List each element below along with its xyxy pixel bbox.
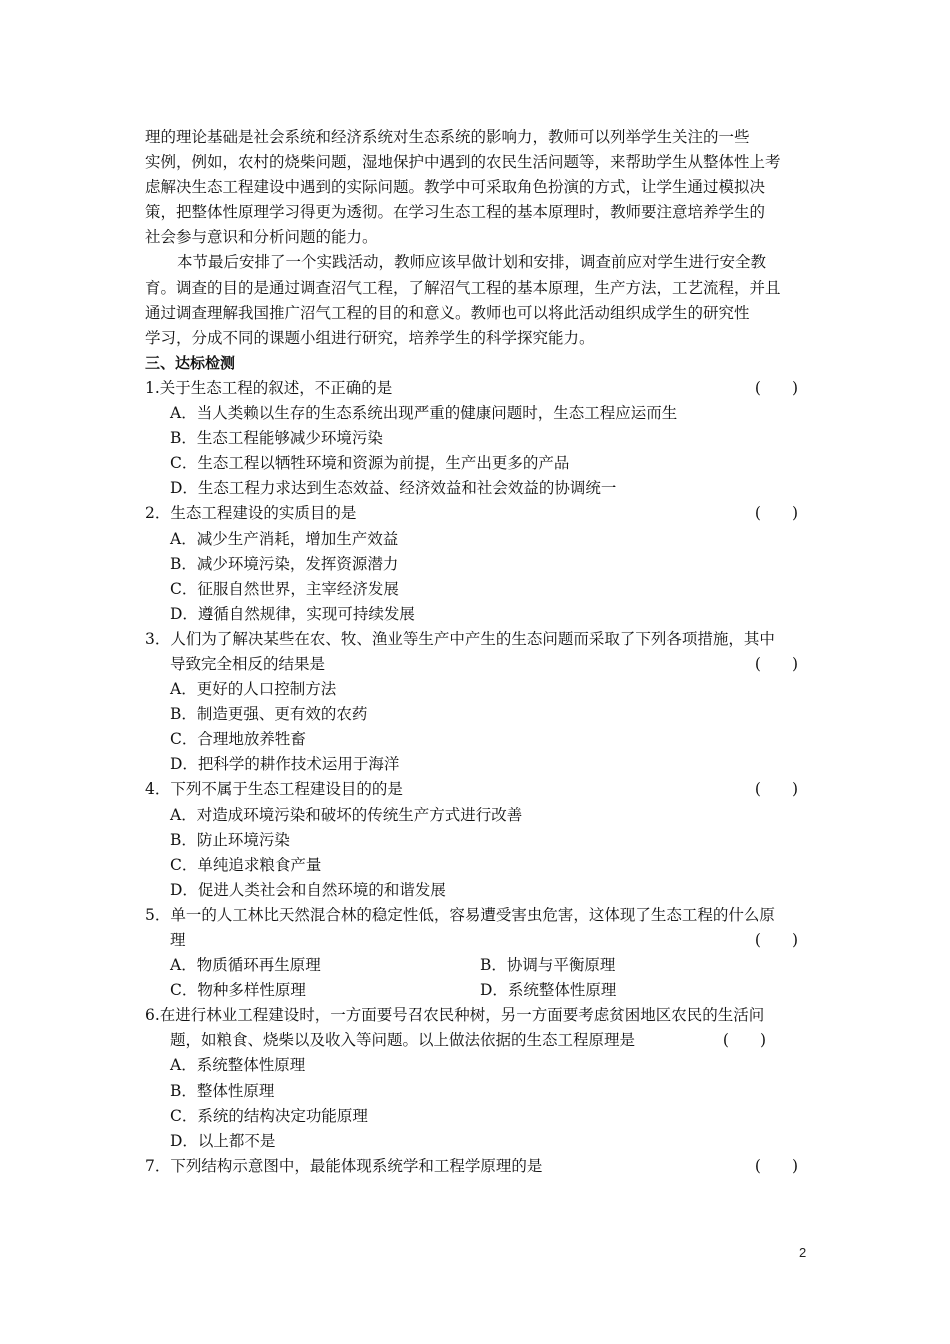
option: C．系统的结构决定功能原理 [170, 1106, 368, 1125]
option: B．生态工程能够减少环境污染 [170, 429, 383, 448]
answer-blank: ( ) [754, 780, 798, 799]
option: A．更好的人口控制方法 [170, 680, 337, 699]
answer-blank: ( ) [722, 1031, 766, 1050]
option: B．整体性原理 [170, 1081, 275, 1100]
option: D．遵循自然规律，实现可持续发展 [170, 604, 415, 623]
question-7-stem [145, 1154, 810, 1179]
paragraph-line: 策，把整体性原理学习得更为透彻。在学习生态工程的基本原理时，教师要注意培养学生的 [145, 203, 766, 222]
option: A．减少生产消耗，增加生产效益 [170, 529, 399, 548]
question-text: 导致完全相反的结果是 [170, 654, 326, 673]
option-row [145, 953, 810, 978]
option: D．系统整体性原理 [480, 981, 617, 1000]
question-text: 1.关于生态工程的叙述，不正确的是 [145, 378, 393, 397]
question-text: 2．生态工程建设的实质目的是 [145, 504, 357, 523]
question-5-stem-cont [145, 928, 810, 953]
paragraph-line: 本节最后安排了一个实践活动，教师应该早做计划和安排，调查前应对学生进行安全教 [177, 253, 767, 272]
paragraph-line: 实例，例如，农村的烧柴问题，湿地保护中遇到的农民生活问题等，来帮助学生从整体性上考 [145, 153, 781, 172]
option: C．征服自然世界，主宰经济发展 [170, 579, 399, 598]
option: D．把科学的耕作技术运用于海洋 [170, 755, 400, 774]
answer-blank: ( ) [754, 931, 798, 949]
question-5-stem: 5．单一的人工林比天然混合林的稳定性低，容易遭受害虫危害，这体现了生态工程的什么原 [145, 905, 775, 924]
paragraph-line: 理的理论基础是社会系统和经济系统对生态系统的影响力，教师可以列举学生关注的一些 [145, 128, 750, 146]
question-6-stem: 6.在进行林业工程建设时，一方面要号召农民种树，另一方面要考虑贫困地区农民的生活问 [145, 1006, 765, 1025]
question-1-stem [145, 376, 810, 401]
question-text: 理 [170, 931, 186, 949]
question-2-stem [145, 501, 810, 526]
answer-blank: ( ) [754, 378, 798, 397]
question-text: 4．下列不属于生态工程建设目的的是 [145, 780, 403, 799]
answer-blank: ( ) [754, 654, 798, 673]
question-text: 7．下列结构示意图中，最能体现系统学和工程学原理的是 [145, 1156, 543, 1175]
question-4-stem [145, 777, 810, 802]
option: C．单纯追求粮食产量 [170, 855, 322, 874]
option: A．当人类赖以生存的生态系统出现严重的健康问题时，生态工程应运而生 [170, 404, 678, 423]
option: C．物种多样性原理 [170, 981, 306, 1000]
option: A．物质循环再生原理 [170, 956, 321, 975]
question-text: 题，如粮食、烧柴以及收入等问题。以上做法依据的生态工程原理是 [170, 1031, 636, 1050]
option: C．生态工程以牺牲环境和资源为前提，生产出更多的产品 [170, 454, 570, 473]
option: A．对造成环境污染和破坏的传统生产方式进行改善 [170, 805, 523, 824]
option: B．协调与平衡原理 [480, 956, 616, 975]
paragraph-line: 虑解决生态工程建设中遇到的实际问题。教学中可采取角色扮演的方式，让学生通过模拟决 [145, 178, 766, 197]
option: C．合理地放养牲畜 [170, 730, 306, 749]
option: D．生态工程力求达到生态效益、经济效益和社会效益的协调统一 [170, 479, 617, 498]
page-number: 2 [799, 1245, 807, 1260]
option: A．系统整体性原理 [170, 1056, 306, 1075]
paragraph-line: 育。调查的目的是通过调查沼气工程，了解沼气工程的基本原理，生产方法，工艺流程，并且 [145, 278, 781, 297]
section-heading: 三、达标检测 [145, 353, 236, 372]
paragraph-line: 学习，分成不同的课题小组进行研究，培养学生的科学探究能力。 [145, 328, 595, 347]
question-3-stem-cont [145, 652, 810, 677]
option: D．促进人类社会和自然环境的和谐发展 [170, 880, 446, 899]
question-3-stem: 3．人们为了解决某些在农、牧、渔业等生产中产生的生态问题而采取了下列各项措施，其中 [145, 629, 775, 648]
option: B．制造更强、更有效的农药 [170, 705, 368, 724]
paragraph-line: 社会参与意识和分析问题的能力。 [145, 228, 378, 247]
answer-blank: ( ) [754, 1156, 798, 1175]
option: D．以上都不是 [170, 1131, 276, 1150]
option-row [145, 978, 810, 1003]
question-6-stem-cont [145, 1028, 810, 1053]
page-content [145, 125, 810, 1179]
answer-blank: ( ) [754, 504, 798, 523]
paragraph-line: 通过调查理解我国推广沼气工程的目的和意义。教师也可以将此活动组织成学生的研究性 [145, 303, 750, 322]
option: B．防止环境污染 [170, 830, 290, 849]
option: B．减少环境污染，发挥资源潜力 [170, 554, 399, 573]
